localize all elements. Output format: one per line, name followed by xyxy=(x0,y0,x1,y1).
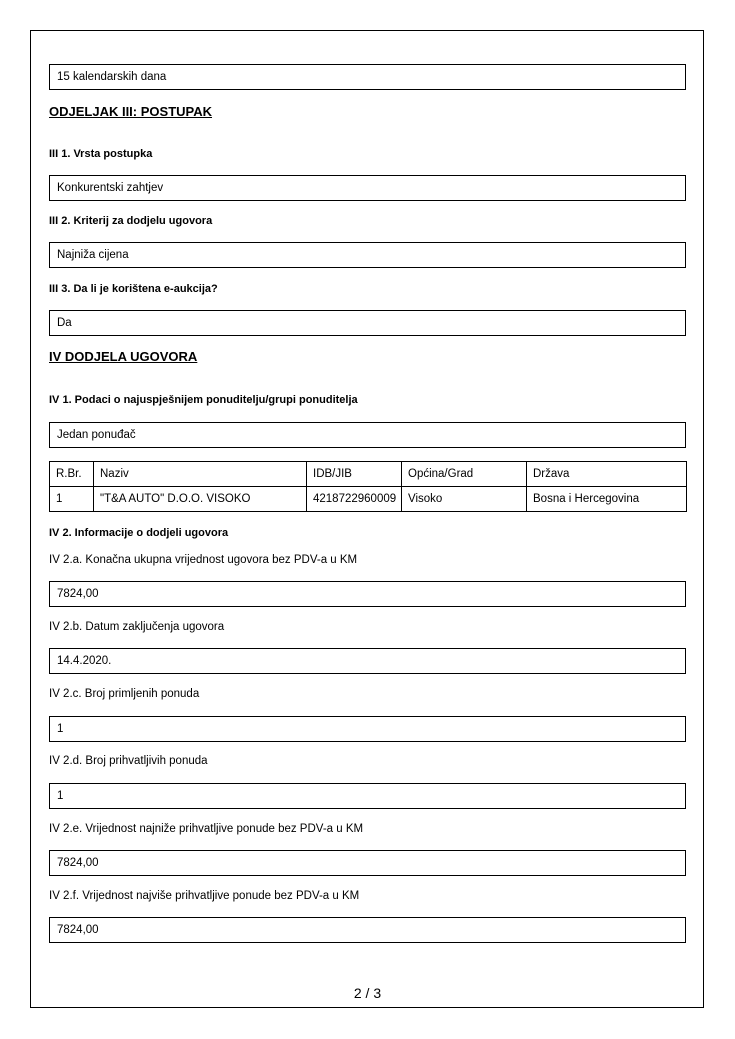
label-received-offers: IV 2.c. Broj primljenih ponuda xyxy=(49,688,200,700)
highest-offer-field: 7824,00 xyxy=(49,917,686,943)
label-acceptable-offers: IV 2.d. Broj prihvatljivih ponuda xyxy=(49,755,208,767)
column-header: Država xyxy=(527,462,687,487)
column-header: IDB/JIB xyxy=(307,462,402,487)
final-value-field: 7824,00 xyxy=(49,581,686,607)
table-cell: Visoko xyxy=(402,487,527,512)
deadline-field: 15 kalendarskih dana xyxy=(49,64,686,90)
table-row xyxy=(50,487,687,512)
section-heading-award: IV DODJELA UGOVORA xyxy=(49,349,198,364)
page-number: 2 / 3 xyxy=(353,985,382,1001)
winner-table xyxy=(49,461,687,512)
contract-date-field: 14.4.2020. xyxy=(49,648,686,674)
question-procedure-type: III 1. Vrsta postupka xyxy=(49,148,153,160)
column-header: Naziv xyxy=(94,462,307,487)
column-header: Općina/Grad xyxy=(402,462,527,487)
table-cell: 1 xyxy=(50,487,94,512)
acceptable-offers-field: 1 xyxy=(49,783,686,809)
label-final-value: IV 2.a. Konačna ukupna vrijednost ugovora bez PDV-a u KM xyxy=(49,554,358,566)
label-contract-date: IV 2.b. Datum zaključenja ugovora xyxy=(49,621,225,633)
table-cell: "T&A AUTO" D.O.O. VISOKO xyxy=(94,487,307,512)
winner-type-field: Jedan ponuđač xyxy=(49,422,686,448)
table-header-row xyxy=(50,462,687,487)
table-cell: Bosna i Hercegovina xyxy=(527,487,687,512)
table-cell: 4218722960009 xyxy=(307,487,402,512)
question-award-criterion: III 2. Kriterij za dodjelu ugovora xyxy=(49,215,213,227)
received-offers-field: 1 xyxy=(49,716,686,742)
column-header: R.Br. xyxy=(50,462,94,487)
question-award-info: IV 2. Informacije o dodjeli ugovora xyxy=(49,527,229,539)
label-highest-offer: IV 2.f. Vrijednost najviše prihvatljive ponude bez PDV-a u KM xyxy=(49,890,360,902)
procedure-type-field: Konkurentski zahtjev xyxy=(49,175,686,201)
question-e-auction: III 3. Da li je korištena e-aukcija? xyxy=(49,283,218,295)
question-winner-info: IV 1. Podaci o najuspješnijem ponuditelju/grupi ponuditelja xyxy=(49,394,358,406)
section-heading-procedure: ODJELJAK III: POSTUPAK xyxy=(49,104,213,119)
e-auction-field: Da xyxy=(49,310,686,336)
label-lowest-offer: IV 2.e. Vrijednost najniže prihvatljive ponude bez PDV-a u KM xyxy=(49,823,364,835)
award-criterion-field: Najniža cijena xyxy=(49,242,686,268)
lowest-offer-field: 7824,00 xyxy=(49,850,686,876)
